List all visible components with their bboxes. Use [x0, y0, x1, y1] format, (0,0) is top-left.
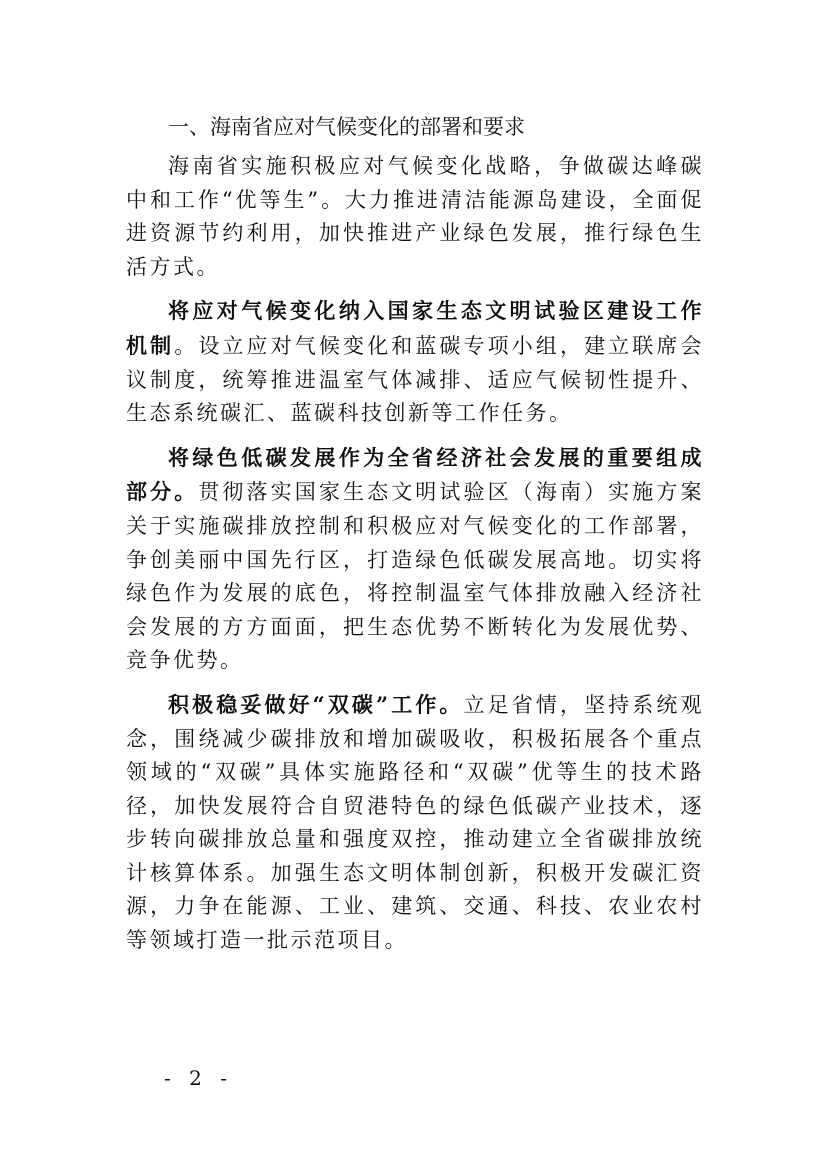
- paragraph-2-lead: 将应对气候变化纳入国家生态文明试验区建设工作机制: [126, 298, 704, 358]
- paragraph-3-lead: 将绿色低碳发展作为全省经济社会发展的重要组成部分。: [126, 444, 704, 505]
- paragraph-1: [126, 149, 704, 284]
- section-heading: 一、海南省应对气候变化的部署和要求: [168, 115, 525, 139]
- paragraph-2-text: 。设立应对气候变化和蓝碳专项小组，建立联席会议制度，统筹推进温室气体减排、适应气候韧性提升、生态系统碳汇、蓝碳科技创新等工作任务。: [126, 333, 704, 426]
- paragraph-4-lead: 积极稳妥做好“双碳”工作。: [168, 691, 464, 717]
- paragraph-3: [126, 441, 704, 678]
- document-page: [126, 110, 704, 968]
- paragraph-4-text: 立足省情，坚持系统观念，围绕减少碳排放和增加碳吸收，积极拓展各个重点领域的“双碳”具体实施路径和“双碳”优等生的技术路径，加快发展符合自贸港特色的绿色低碳产业技术，逐步转向碳排放总量和强度双控，推动建立全省碳排放统计核算体系。加强生态文明体制创新，积极开发碳汇资源，力争在能源、工业、建筑、交通、科技、农业农村等领域打造一批示范项目。: [126, 692, 704, 953]
- page-number: - 2 -: [164, 1066, 233, 1090]
- paragraph-1-text: 海南省实施积极应对气候变化战略，争做碳达峰碳中和工作“优等生”。大力推进清洁能源岛建设，全面促进资源节约利用，加快推进产业绿色发展，推行绿色生活方式。: [126, 154, 704, 279]
- paragraph-2: [126, 294, 704, 430]
- paragraph-3-text: 贯彻落实国家生态文明试验区（海南）实施方案关于实施碳排放控制和积极应对气候变化的工作部署，争创美丽中国先行区，打造绿色低碳发展高地。切实将绿色作为发展的底色，将控制温室气体排放融入经济社会发展的方方面面，把生态优势不断转化为发展优势、竞争优势。: [126, 480, 705, 673]
- paragraph-4: [126, 688, 704, 958]
